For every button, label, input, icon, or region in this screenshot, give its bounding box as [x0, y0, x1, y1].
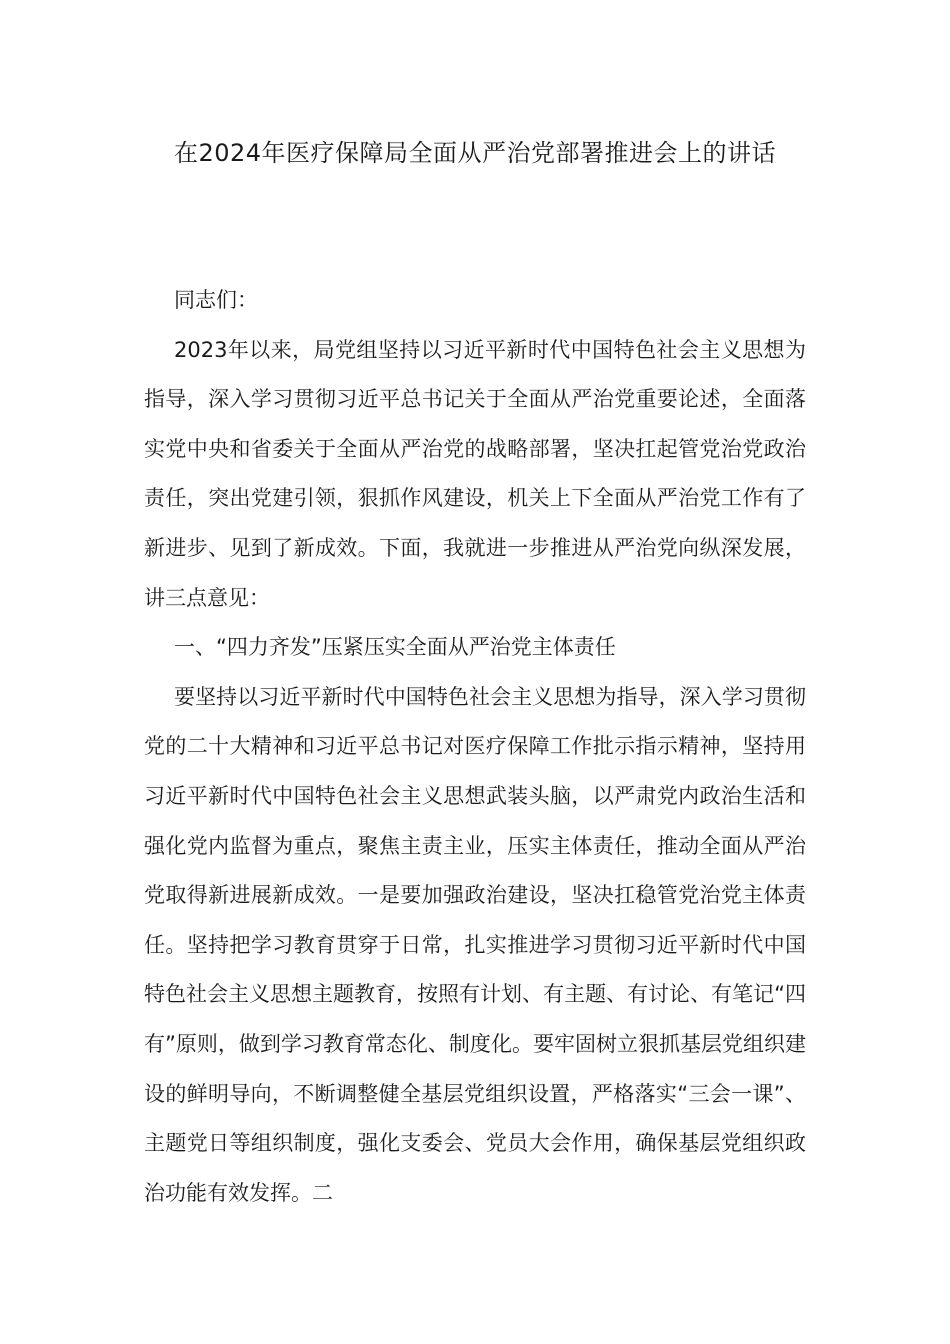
document-title: 在2024年医疗保障局全面从严治党部署推进会上的讲话 — [173, 139, 777, 167]
document-body — [144, 276, 806, 1218]
salutation: 同志们： — [174, 288, 258, 312]
section-heading-1: 一、“四力齐发”压紧压实全面从严治党主体责任 — [174, 635, 616, 660]
paragraph-intro: 2023年以来，局党组坚持以习近平新时代中国特色社会主义思想为指导，深入学习贯彻习近平总书记关于全面从严治党重要论述，全面落实党中央和省委关于全面从严治党的战略部署，坚决扛起管党治党政治责任，突出党建引领，狠抓作风建设，机关上下全面从严治党工作有了新进步、见到了新成效。下面，我就进一步推进从严治党向纵深发展，讲三点意见： — [144, 337, 806, 610]
paragraph-section-1: 要坚持以习近平新时代中国特色社会主义思想为指导，深入学习贯彻党的二十大精神和习近平总书记对医疗保障工作批示指示精神，坚持用习近平新时代中国特色社会主义思想武装头脑，以严肃党内政治生活和强化党内监督为重点，聚焦主责主业，压实主体责任，推动全面从严治党取得新进展新成效。一是要加强政治建设，坚决扛稳管党治党主体责任。坚持把学习教育贯穿于日常，扎实推进学习贯彻习近平新时代中国特色社会主义思想主题教育，按照有计划、有主题、有讨论、有笔记“四有”原则，做到学习教育常态化、制度化。要牢固树立狠抓基层党组织建设的鲜明导向，不断调整健全基层党组织设置，严格落实“三会一课”、主题党日等组织制度，强化支委会、党员大会作用，确保基层党组织政治功能有效发挥。二 — [144, 684, 806, 1205]
